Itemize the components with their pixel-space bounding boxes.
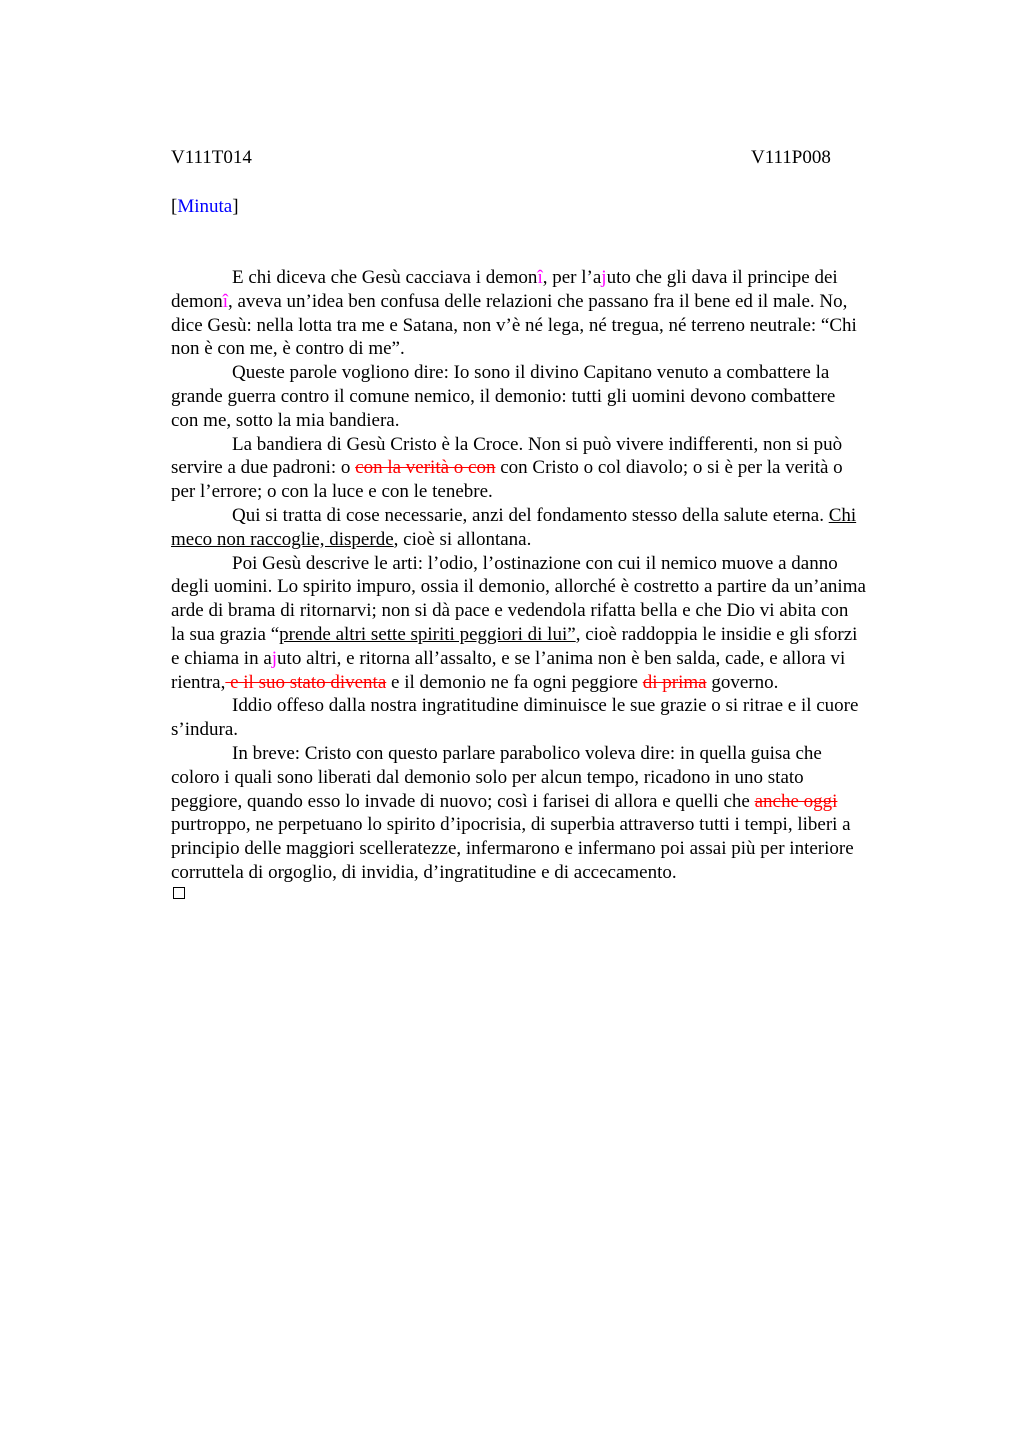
text-run: non è con me, è contro di me”.	[171, 338, 405, 360]
text-line	[171, 552, 931, 576]
deleted-text: di prima	[642, 671, 707, 693]
deleted-text: con la verità o con	[355, 457, 496, 479]
text-run: , cioè raddoppia le insidie e gli sforzi	[575, 623, 858, 645]
text-run: governo.	[706, 671, 779, 693]
text-run: uto che gli dava il principe dei	[606, 267, 838, 288]
text-line	[171, 337, 931, 361]
text-line	[171, 409, 931, 433]
text-run: grande guerra contro il comune nemico, il demonio: tutti gli uomini devono combattere	[171, 385, 836, 407]
text-line	[171, 266, 931, 290]
text-line	[171, 837, 931, 861]
deleted-text: e il suo stato diventa	[225, 671, 387, 693]
text-line	[171, 528, 931, 552]
text-run: con me, sotto la mia bandiera.	[171, 409, 400, 431]
text-run: s’indura.	[171, 719, 239, 741]
document-code-right: V111P008	[751, 147, 831, 168]
text-line	[171, 647, 931, 671]
inserted-letter: î	[537, 267, 543, 288]
inserted-letter: î	[222, 290, 228, 312]
text-run: rientra,	[171, 671, 226, 693]
text-run: la sua grazia “	[171, 623, 280, 645]
text-line	[171, 813, 931, 837]
text-run: dice Gesù: nella lotta tra me e Satana, non v’è né lega, né tregua, né terreno neutrale: “Chi	[171, 314, 857, 336]
text-run: E chi diceva che Gesù cacciava i demon	[232, 267, 538, 288]
text-line	[171, 790, 931, 814]
document-code-left: V111T014	[171, 147, 252, 168]
text-run: Poi Gesù descrive le arti: l’odio, l’ostinazione con cui il nemico muove a danno	[232, 552, 838, 574]
deleted-text: anche oggi	[754, 790, 838, 812]
text-line	[171, 694, 931, 718]
minuta-word: Minuta	[177, 196, 233, 217]
text-line	[171, 671, 931, 695]
text-run: La bandiera di Gesù Cristo è la Croce. Non si può vivere indifferenti, non si può	[232, 433, 843, 455]
text-run: , cioè si allontana.	[393, 528, 532, 550]
text-run: , per l’a	[542, 267, 602, 288]
text-run: servire a due padroni: o	[171, 457, 356, 479]
text-line	[171, 480, 931, 504]
text-line	[171, 385, 931, 409]
text-line	[171, 314, 931, 338]
text-run: purtroppo, ne perpetuano lo spirito d’ipocrisia, di superbia attraverso tutti i tempi, liberi a	[171, 814, 851, 836]
text-line	[171, 575, 931, 599]
text-line	[171, 742, 931, 766]
bracket-close: ]	[232, 196, 239, 217]
text-run: Qui si tratta di cose necessarie, anzi del fondamento stesso della salute eterna.	[232, 504, 829, 526]
text-line	[171, 361, 931, 385]
text-run: Iddio offeso dalla nostra ingratitudine diminuisce le sue grazie o si ritrae e il cuore	[232, 695, 859, 717]
text-run: con Cristo o col diavolo; o si è per la verità o	[495, 457, 843, 479]
inserted-letter: j	[271, 647, 278, 669]
text-run: Queste parole vogliono dire: Io sono il divino Capitano venuto a combattere la	[232, 362, 830, 384]
text-run: per l’errore; o con la luce e con le tenebre.	[171, 481, 493, 503]
text-run: In breve: Cristo con questo parlare parabolico voleva dire: in quella guisa che	[232, 742, 822, 764]
text-line	[171, 718, 931, 742]
text-line	[171, 623, 931, 647]
text-run: demon	[171, 290, 223, 312]
text-run: arde di brama di ritornarvi; non si dà pace e vedendola rifatta bella e che Dio vi abita con	[171, 600, 849, 622]
text-line	[171, 766, 931, 790]
text-line	[171, 861, 931, 885]
underlined-text: Chi	[828, 504, 857, 526]
bracket-open: [	[171, 196, 178, 217]
text-run: uto altri, e ritorna all’assalto, e se l’anima non è ben salda, cade, e allora vi	[277, 647, 846, 669]
text-line	[171, 504, 931, 528]
underlined-text: meco non raccoglie, disperde	[171, 528, 394, 550]
text-run: e chiama in a	[171, 647, 272, 669]
text-line	[171, 599, 931, 623]
text-line	[171, 290, 931, 314]
text-run: e il demonio ne fa ogni peggiore	[386, 671, 643, 693]
underlined-text: prende altri sette spiriti peggiori di lui”	[279, 623, 576, 645]
text-run: degli uomini. Lo spirito impuro, ossia il demonio, allorché è costretto a partire da un’anima	[171, 576, 866, 598]
text-run: corruttela di orgoglio, di invidia, d’ingratitudine e di accecamento.	[171, 861, 677, 883]
text-line	[171, 433, 931, 457]
text-run: principio delle maggiori scelleratezze, infermarono e infermano poi assai più per interiore	[171, 838, 854, 860]
minuta-label	[171, 195, 239, 219]
text-run: coloro i quali sono liberati dal demonio solo per alcun tempo, ricadono in uno stato	[171, 766, 804, 788]
end-marker-box	[173, 887, 185, 899]
document-body	[171, 266, 931, 885]
text-run: , aveva un’idea ben confusa delle relazioni che passano fra il bene ed il male. No,	[228, 290, 848, 312]
inserted-letter: j	[601, 267, 607, 288]
text-run: peggiore, quando esso lo invade di nuovo; così i farisei di allora e quelli che	[171, 790, 755, 812]
text-line	[171, 456, 931, 480]
